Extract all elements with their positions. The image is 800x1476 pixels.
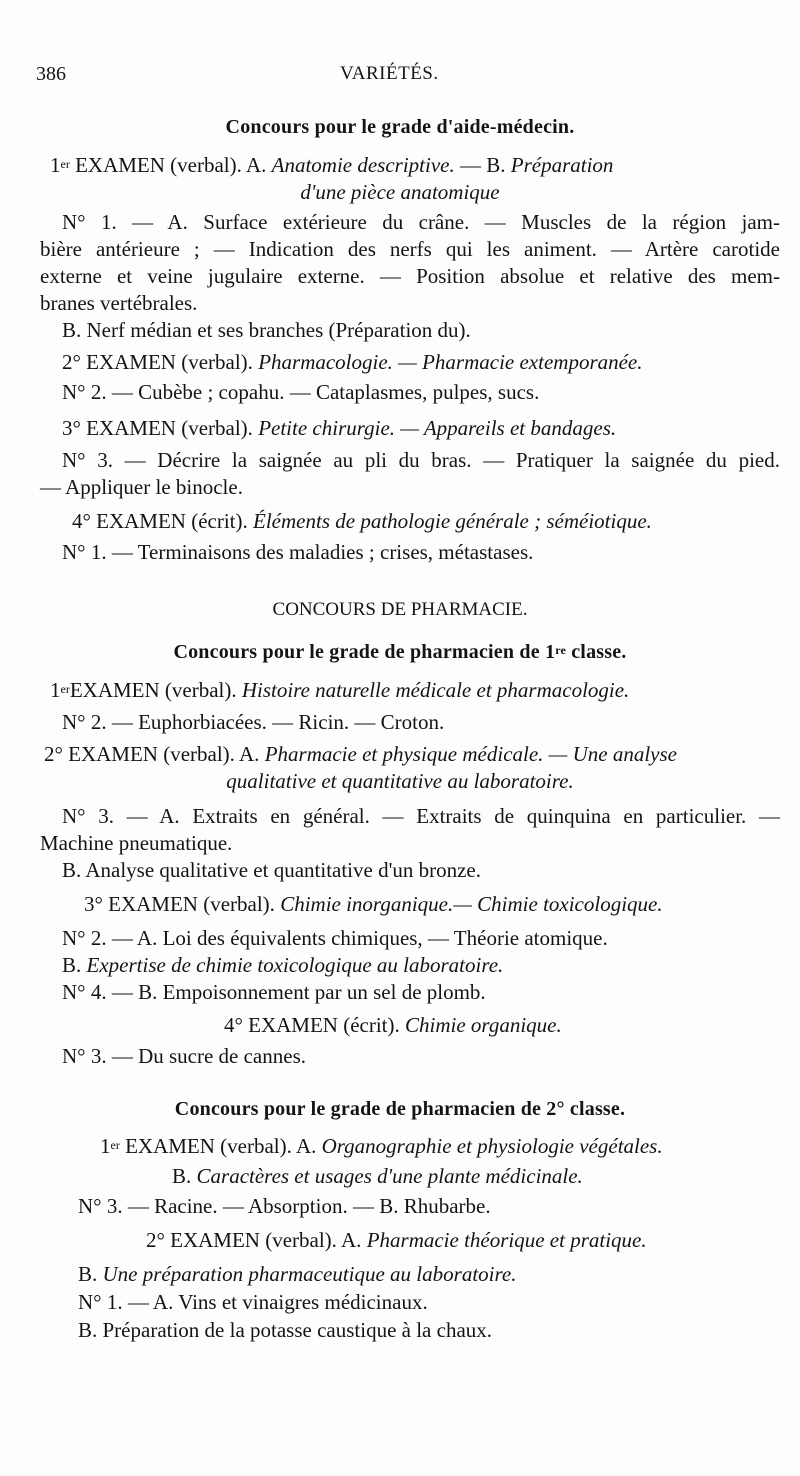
exam-3-heading: 3° EXAMEN (verbal). Chimie inorganique.— Chimie toxicologique. [84, 892, 663, 916]
item-paragraph: N° 2. — Cubèbe ; copahu. — Cataplasmes, pulpes, sucs. [62, 380, 540, 404]
exam-2-heading: 2° EXAMEN (verbal). A. Pharmacie et physique médicale. — Une analyse [44, 742, 677, 766]
item-paragraph: Machine pneumatique. [40, 831, 233, 855]
item-paragraph: B. Analyse qualitative et quantitative d'un bronze. [62, 858, 482, 882]
item-paragraph: B. Préparation de la potasse caustique à la chaux. [78, 1318, 493, 1342]
item-paragraph: N° 1. — A. Surface extérieure du crâne. — Muscles de la région jam- [62, 210, 780, 234]
item-paragraph: N° 2. — A. Loi des équivalents chimiques, — Théorie atomique. [62, 926, 608, 950]
item-paragraph: N° 1. — Terminaisons des maladies ; crises, métastases. [62, 540, 534, 564]
exam-2-heading-cont: qualitative et quantitative au laboratoire. [226, 769, 574, 793]
exam-3-heading: 3° EXAMEN (verbal). Petite chirurgie. — Appareils et bandages. [62, 416, 617, 440]
item-paragraph: N° 3. — Du sucre de cannes. [62, 1044, 306, 1068]
section-title-pharmacie: CONCOURS DE PHARMACIE. [272, 599, 528, 620]
item-paragraph: N° 3. — Décrire la saignée au pli du bras. — Pratiquer la saignée du pied. [62, 448, 780, 472]
item-paragraph: branes vertébrales. [40, 291, 198, 315]
item-paragraph: — Appliquer le binocle. [40, 475, 243, 499]
section-heading-aide-medecin: Concours pour le grade d'aide-médecin. [225, 116, 575, 138]
section-heading-second-class: Concours pour le grade de pharmacien de 2° classe. [174, 1098, 626, 1120]
item-paragraph: N° 3. — Racine. — Absorption. — B. Rhubarbe. [78, 1194, 491, 1218]
item-paragraph: N° 3. — A. Extraits en général. — Extraits de quinquina en particulier. — [62, 804, 780, 828]
item-paragraph: externe et veine jugulaire externe. — Position absolue et relative des mem- [40, 264, 780, 288]
exam-2-heading: 2° EXAMEN (verbal). Pharmacologie. — Pharmacie extemporanée. [62, 350, 643, 374]
exam-1-heading: 1erEXAMEN (verbal). Histoire naturelle médicale et pharmacologie. [50, 678, 630, 702]
item-paragraph: B. Nerf médian et ses branches (Préparation du). [62, 318, 471, 342]
exam-1-heading: 1er EXAMEN (verbal). A. Organographie et physiologie végétales. [100, 1134, 663, 1158]
section-heading-first-class: Concours pour le grade de pharmacien de 1re classe. [173, 641, 627, 663]
exam-1-heading-cont: d'une pièce anatomique [300, 180, 500, 204]
exam-1-heading: 1er EXAMEN (verbal). A. Anatomie descriptive. — B. Préparation [50, 153, 614, 177]
exam-1-heading-cont: B. Caractères et usages d'une plante médicinale. [172, 1164, 583, 1188]
item-paragraph: bière antérieure ; — Indication des nerfs qui les animent. — Artère carotide [40, 237, 780, 261]
page-number: 386 [36, 63, 66, 85]
item-paragraph: B. Une préparation pharmaceutique au laboratoire. [78, 1262, 517, 1286]
item-paragraph: N° 2. — Euphorbiacées. — Ricin. — Croton. [62, 710, 445, 734]
item-paragraph: B. Expertise de chimie toxicologique au laboratoire. [62, 953, 504, 977]
running-title: VARIÉTÉS. [340, 63, 439, 84]
exam-4-heading: 4° EXAMEN (écrit). Éléments de pathologie générale ; séméiotique. [72, 509, 652, 533]
item-paragraph: N° 1. — A. Vins et vinaigres médicinaux. [78, 1290, 428, 1314]
exam-4-heading: 4° EXAMEN (écrit). Chimie organique. [224, 1013, 562, 1037]
item-paragraph: N° 4. — B. Empoisonnement par un sel de plomb. [62, 980, 486, 1004]
exam-2-heading: 2° EXAMEN (verbal). A. Pharmacie théorique et pratique. [146, 1228, 647, 1252]
